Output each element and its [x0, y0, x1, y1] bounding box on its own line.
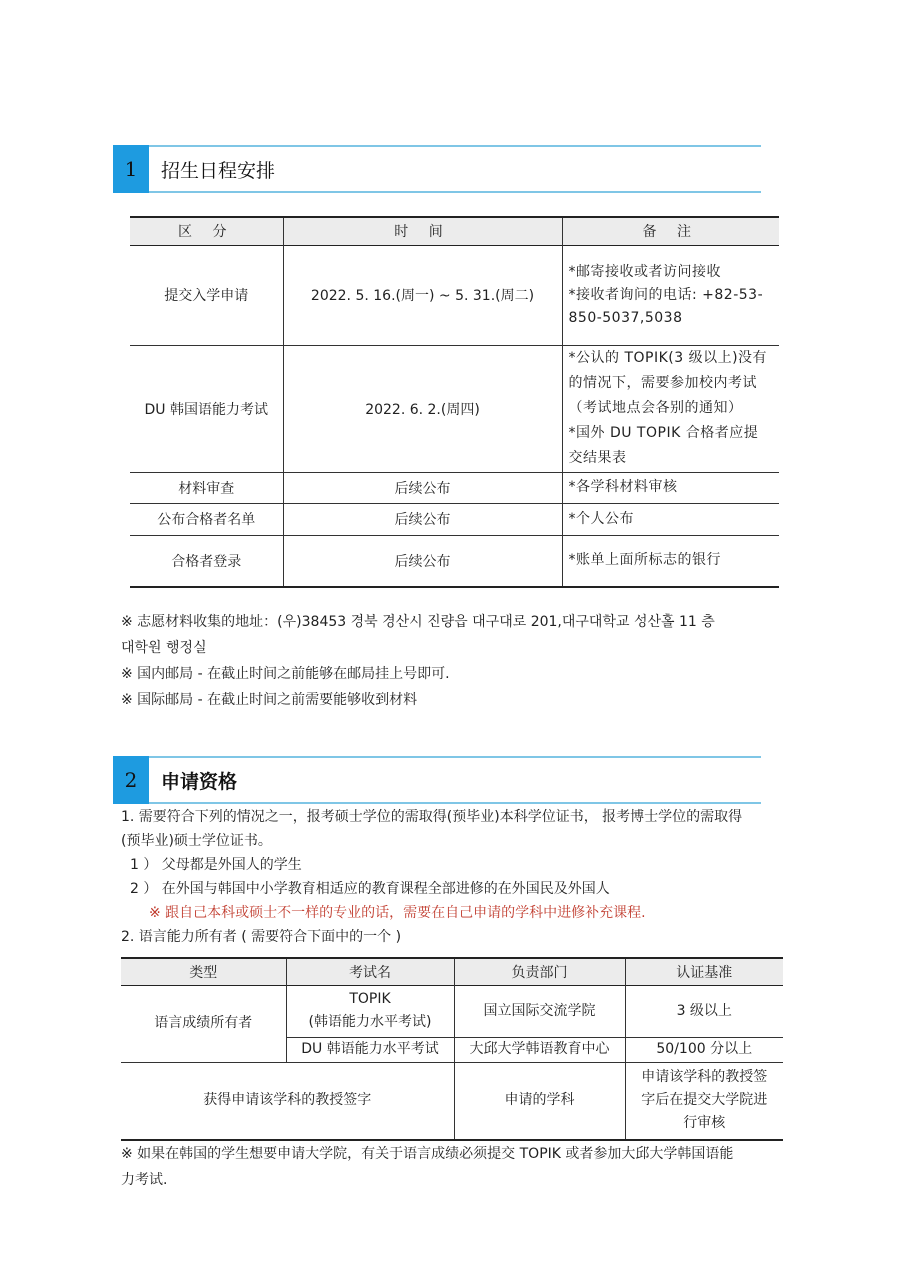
section-1-header — [113, 145, 761, 193]
footnote — [121, 1141, 733, 1193]
note-line: 850-5037,5038 — [568, 309, 683, 326]
note-cell — [562, 245, 779, 345]
paragraph-line: 1. 需要符合下列的情况之一，报考硕士学位的需取得(预毕业)本科学位证书， 报考博士学位的需取得 — [121, 809, 743, 825]
time-cell: 后续公布 — [283, 535, 562, 587]
list-item: 2 ） 在外国与韩国中小学教育相适应的教育课程全部进修的在外国民及外国人 — [130, 881, 610, 897]
table-row — [121, 985, 783, 1037]
dept-cell: 国立国际交流学院 — [454, 985, 625, 1037]
list-item: 1 ） 父母都是外国人的学生 — [130, 857, 302, 873]
column-header: 类型 — [121, 958, 286, 985]
category-cell: 提交入学申请 — [164, 288, 249, 304]
dept-cell: 大邱大学韩语教育中心 — [454, 1037, 625, 1062]
time-cell: 2022. 6. 2.(周四) — [283, 345, 562, 472]
column-header: 负责部门 — [454, 958, 625, 985]
language-table — [121, 957, 783, 1141]
exam-cell: DU 韩语能力水平考试 — [286, 1037, 454, 1062]
note-cell: *各学科材料审核 — [562, 472, 779, 503]
paragraph-line: (预毕业)硕士学位证书。 — [121, 833, 272, 849]
section-title: 招生日程安排 — [161, 159, 276, 182]
table-row — [130, 345, 779, 472]
note-line: *公认的 TOPIK(3 级以上)没有 — [568, 350, 768, 366]
table-header-row — [130, 217, 779, 245]
column-header: 时 间 — [283, 217, 562, 245]
type-cell: 语言成绩所有者 — [154, 1015, 253, 1031]
table-row — [130, 472, 779, 503]
section-number: 1 — [113, 145, 149, 193]
type-cell: 获得申请该学科的教授签字 — [203, 1092, 372, 1109]
note-line: *邮寄接收或者访问接收 — [568, 263, 721, 280]
standard-line: 字后在提交大学院进 — [641, 1092, 768, 1109]
eligibility-text — [121, 805, 742, 949]
column-header: 认证基准 — [625, 958, 783, 985]
standard-cell: 50/100 分以上 — [625, 1037, 783, 1062]
exam-name: (韩语能力水平考试) — [308, 1014, 432, 1030]
divider — [149, 756, 761, 758]
section-2-header — [113, 756, 761, 804]
note-line: 交结果表 — [568, 450, 627, 466]
table-row — [130, 245, 779, 345]
time-cell: 后续公布 — [283, 472, 562, 503]
standard-line: 行审核 — [683, 1115, 726, 1132]
column-header: 区 分 — [130, 217, 283, 245]
standard-cell: 3 级以上 — [625, 985, 783, 1037]
category-cell: 公布合格者名单 — [157, 512, 256, 528]
column-header: 备 注 — [562, 217, 779, 245]
time-cell: 2022. 5. 16.(周一) ~ 5. 31.(周二) — [283, 245, 562, 345]
section-number: 2 — [113, 756, 149, 804]
schedule-table — [130, 216, 779, 588]
category-cell: DU 韩国语能力考试 — [144, 401, 268, 418]
section-title: 申请资格 — [161, 770, 238, 793]
table-row — [121, 1062, 783, 1140]
footnote-line: ※ 如果在韩国的学生想要申请大学院，有关于语言成绩必须提交 TOPIK 或者参加大邱大学韩国语能 — [121, 1146, 734, 1162]
note-cell: *个人公布 — [562, 503, 779, 535]
note-line: （考试地点会各别的通知） — [568, 400, 743, 416]
note-line: ※ 国内邮局 - 在截止时间之前能够在邮局挂上号即可. — [121, 666, 450, 682]
dept-cell: 申请的学科 — [454, 1062, 625, 1140]
standard-cell — [625, 1062, 783, 1140]
paragraph-line: 2. 语言能力所有者 ( 需要符合下面中的一个 ) — [121, 929, 402, 945]
divider — [149, 802, 761, 804]
note-line: ※ 志愿材料收集的地址：(우)38453 경북 경산시 진량읍 대구대로 201,대구대학교 성산홀 11 층 — [121, 614, 715, 630]
address-note — [121, 609, 715, 713]
exam-name: TOPIK — [349, 991, 391, 1007]
note-cell: *账单上面所标志的银行 — [562, 535, 779, 587]
note-line: 대학원 행정실 — [121, 640, 207, 656]
column-header: 考试名 — [286, 958, 454, 985]
table-row — [130, 503, 779, 535]
note-line: *国外 DU TOPIK 合格者应提 — [568, 425, 759, 441]
note-line: 的情况下，需要参加校内考试 — [568, 375, 757, 391]
note-line: *接收者询问的电话: +82-53- — [568, 286, 764, 303]
time-cell: 后续公布 — [283, 503, 562, 535]
footnote-line: 力考试. — [121, 1172, 168, 1188]
table-header-row — [121, 958, 783, 985]
note-line: ※ 国际邮局 - 在截止时间之前需要能够收到材料 — [121, 692, 418, 708]
warning-note: ※ 跟自己本科或硕士不一样的专业的话，需要在自己申请的学科中进修补充课程. — [149, 905, 646, 921]
table-row — [130, 535, 779, 587]
note-cell — [562, 345, 779, 472]
category-cell: 材料审查 — [178, 480, 235, 497]
standard-line: 申请该学科的教授签 — [641, 1069, 768, 1086]
exam-cell — [286, 985, 454, 1037]
category-cell: 合格者登录 — [171, 553, 242, 570]
